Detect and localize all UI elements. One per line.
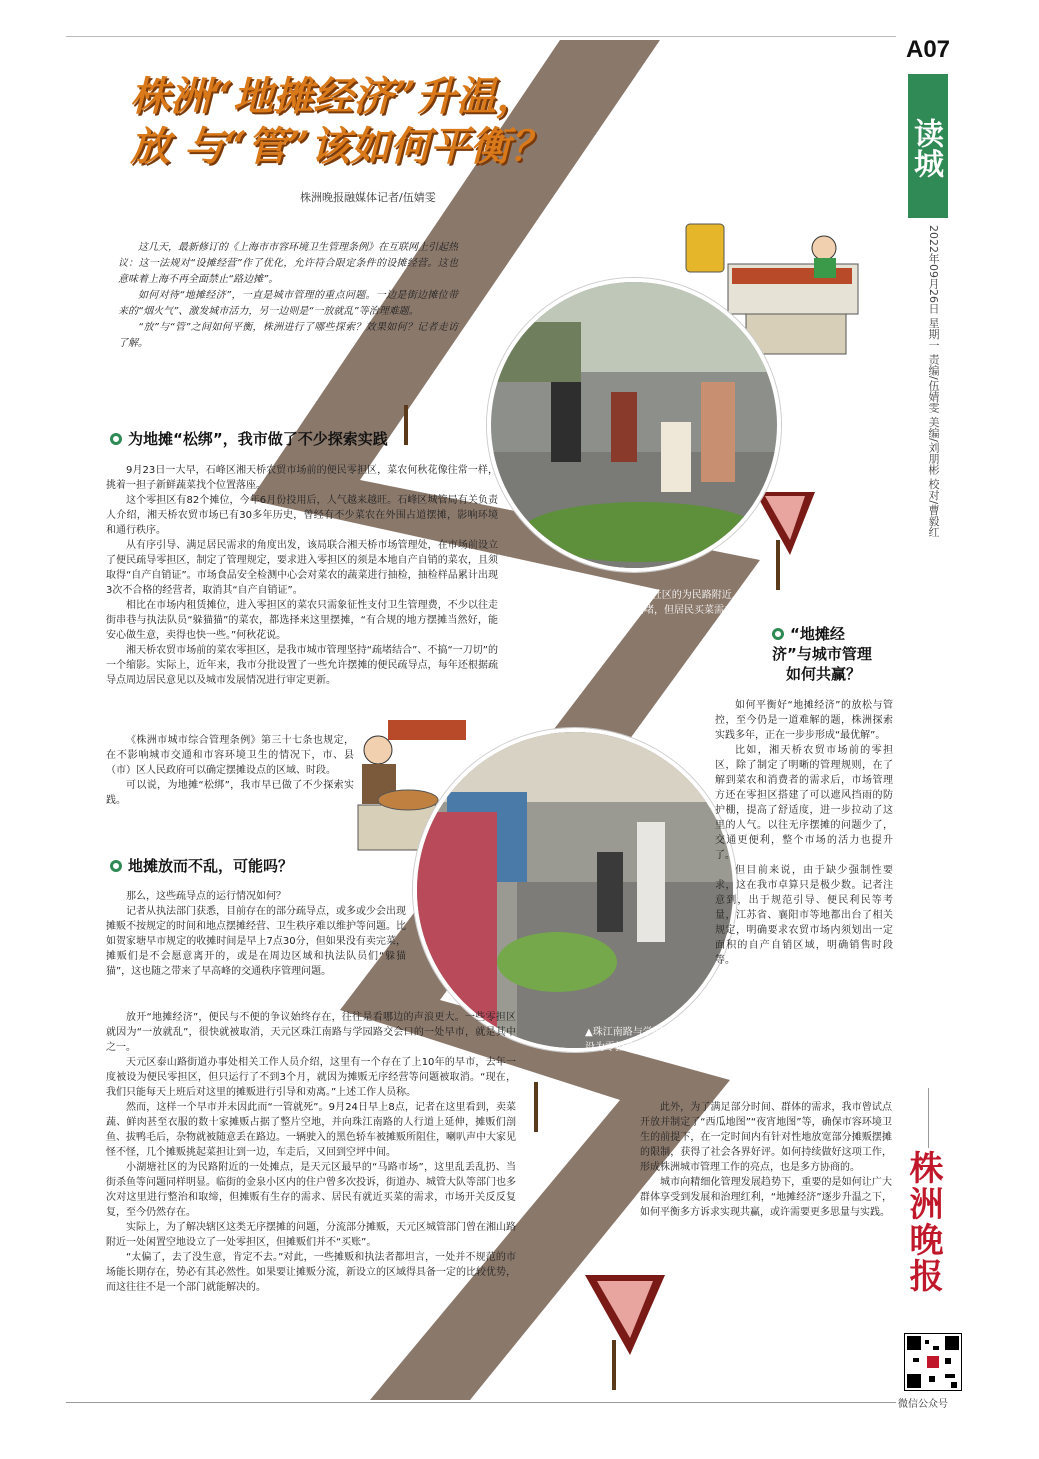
paragraph: 《株洲市城市综合管理条例》第三十七条也规定，在不影响城市交通和市容环境卫生的情况下，市、县（市）区人民政府可以确定摆摊设点的区域、时段。 — [106, 735, 354, 776]
section-1-heading — [110, 428, 388, 449]
bullet-icon — [772, 628, 784, 640]
paragraph: 放开“地摊经济”，便民与不便的争议始终存在，往往是看哪边的声浪更大。一些零担区就因为“一放就乱”，很快就被取消，天元区珠江南路与学园路交会口的一处早市，就是其中之一。 — [106, 1012, 516, 1053]
section-2-title: 地摊放而不乱，可能吗？ — [128, 857, 294, 875]
byline: 株洲晚报融媒体记者/伍婧雯 — [300, 191, 436, 204]
qr-code-icon[interactable] — [904, 1333, 962, 1391]
section-3-body-cont — [640, 1100, 892, 1220]
paragraph: 天元区泰山路街道办事处相关工作人员介绍，这里有一个存在了上10年的早市，去年一度被设为便民零担区，但只运行了不到3个月，就因为摊贩无序经营等问题被取消。“现在，我们只能每天上班后对这里的摊贩进行引导和劝离。”上述工作人员称。 — [106, 1057, 516, 1098]
section-3-heading — [772, 624, 902, 684]
headline-line-2: 放 与“管”该如何平衡？ — [130, 123, 550, 170]
section-2-heading — [110, 855, 293, 876]
photo-2-caption — [585, 1025, 765, 1070]
qr-label: 微信公众号 — [898, 1399, 948, 1410]
section-3-title: 如何共赢？ — [786, 665, 862, 683]
paragraph: 小湖塘社区的为民路附近的一处摊点，是天元区最早的“马路市场”，这里乱丢乱扔、当街杀鱼等问题同样明显。临街的金泉小区内的住户曾多次投诉，街道办、城管大队等部门也多次对这里进行整治和取缔，但摊贩有生存的需求、居民有就近买菜的需求，市场开关反反复复，至今仍然存在。 — [106, 1162, 516, 1218]
page-number: A07 — [906, 36, 951, 63]
photo-1-scene — [491, 282, 777, 568]
caption-credit: 伍婧雯/摄 — [721, 1057, 765, 1068]
paragraph: 可以说，为地摊“松绑”，我市早已做了不少探索实践。 — [106, 780, 354, 806]
paragraph: 此外，为了满足部分时间、群体的需求，我市曾试点开放并制定了“西瓜地图”“夜宵地图”等，确保市容环境卫生的前提下，在一定时间内有针对性地放宽部分摊贩摆摊的限制，获得了社会各界好评。如何持续做好这项工作，形成株洲城市管理工作的亮点，也是多方协商的。 — [640, 1102, 892, 1173]
caption-credit: 伍婧雯/摄 — [720, 635, 764, 646]
market-photo-1 — [487, 278, 781, 572]
intro-paragraph: “放”与“管”之间如何平衡，株洲进行了哪些探索？效果如何？记者走访了解。 — [118, 322, 458, 349]
paragraph: 这个零担区有82个摊位，今年6月份投用后，人气越来越旺。石峰区城管局有关负责人介绍，湘天桥农贸市场已有30多年历史，曾经有不少菜农在外围占道摆摊，影响环境和通行秩序。 — [106, 495, 498, 536]
intro — [118, 240, 458, 352]
paragraph: 如何平衡好“地摊经济”的放松与管控，至今仍是一道难解的题，株洲探索实践多年，正在一步步形成“最优解”。 — [715, 700, 893, 741]
paragraph: 那么，这些疏导点的运行情况如何？ — [126, 891, 286, 902]
newspaper-logo: 株洲晚报 — [903, 1150, 943, 1294]
intro-paragraph: 如何对待“地摊经济”，一直是城市管理的重点问题。一边是街边摊位带来的“烟火气”、激发城市活力，另一边则是“一放就乱”等治理难题。 — [118, 290, 458, 317]
market-photo-2 — [413, 728, 737, 1052]
top-rule — [66, 36, 896, 37]
paragraph: 从有序引导、满足居民需求的角度出发，该局联合湘天桥市场管理处，在市场前设立了便民疏导零担区，制定了管理规定，要求进入零担区的须是本地自产自销的菜农，且须取得“自产自销证”。市场食品安全检测中心会对菜农的蔬菜进行抽检，抽检样品累计出现3次不合格的经营者，取消其“自产自销证”。 — [106, 540, 498, 596]
section-tag: 读城 — [908, 74, 948, 218]
paragraph: 比如，湘天桥农贸市场前的零担区，除了制定了明晰的管理规则，在了解到菜农和消费者的需求后，市场管理方还在零担区搭建了可以遮风挡雨的防护棚，提高了舒适度，进一步拉动了这里的人气。以往无序摆摊的问题少了，交通更便利，整个市场的活力也提升了。 — [715, 745, 893, 861]
paragraph: 然而，这样一个早市并未因此而“一管就死”。9月24日早上8点，记者在这里看到，卖菜蔬、鲜肉甚至衣服的数十家摊贩占据了整片空地，并向珠江南路的人行道上延伸，摊贩们剖鱼、拔鸭毛后，杂物就被随意丢在路边。一辆驶入的黑色轿车被摊贩所阻住，喇叭声中大家见怪不怪，几个摊贩挑起菜担让到一边，车走后，又回到空坪中间。 — [106, 1102, 516, 1158]
caption-text: ▲小湖塘社区的为民路附近，早市虽然稍堵，但居民买菜需求同样旺盛。 — [614, 590, 764, 631]
paragraph: 湘天桥农贸市场前的菜农零担区，是我市城市管理坚持“疏堵结合”、不搞“一刀切”的一个缩影。实际上，近年来，我市分批设置了一些允许摆摊的便民疏导点，每年还根据疏导点周边居民意见以及城市发展情况进行审定更新。 — [106, 645, 498, 686]
bottom-rule — [66, 1402, 896, 1403]
section-1-body-cont — [106, 733, 354, 808]
section-3-title: 济”与城市管理 — [772, 645, 872, 663]
paragraph: 城市向精细化管理发展趋势下，重要的是如何让广大群体享受到发展和治理红利，“地摊经济”逐步升温之下，如何平衡多方诉求实现共赢，或许需要更多思量与实践。 — [640, 1177, 892, 1218]
photo-2-scene — [417, 732, 733, 1048]
paragraph: 相比在市场内租赁摊位，进入零担区的菜农只需象征性支付卫生管理费，不少以往走街串巷与执法队员“躲猫猫”的菜农，都选择来这里摆摊，“有合规的地方摆摊当然好，能安心做生意，卖得也快一些。”何秋花说。 — [106, 600, 498, 641]
section-2-body — [106, 889, 406, 979]
section-3-body — [715, 698, 893, 968]
bullet-icon — [110, 860, 122, 872]
paragraph: 记者从执法部门获悉，目前存在的部分疏导点，或多或少会出现摊贩不按规定的时间和地点摆摊经营、卫生秩序难以维护等问题。比如贺家塘早市规定的收摊时间是早上7点30分，但如果没有卖完菜，摊贩们是不会愿意离开的，或是在周边区域和执法队员们“躲猫猫”，这也随之带来了早高峰的交通秩序管理问题。 — [106, 906, 406, 977]
section-2-body-cont — [106, 1010, 516, 1295]
section-1-body — [106, 463, 498, 688]
paragraph: “太偏了，去了没生意，肯定不去。”对此，一些摊贩和执法者都坦言，一处并不规范的市场能长期存在，势必有其必然性。如果要让摊贩分流，新设立的区域得具备一定的比较优势，而这往往不是一个部门就能解决的。 — [106, 1252, 516, 1293]
paragraph: 实际上，为了解决辖区这类无序摆摊的问题，分流部分摊贩，天元区城管部门曾在湘山路附近一处闲置空地设立了一处零担区，但摊贩们并不“买账”。 — [106, 1222, 516, 1248]
section-1-title: 为地摊“松绑”，我市做了不少探索实践 — [128, 430, 388, 448]
divider — [928, 1088, 929, 1148]
dateline: 2022年09月26日 星期一 责编/伍婧雯 美编/刘朋彬 校对/曹毅红 — [927, 225, 940, 538]
section-3-title: “地摊经 — [790, 625, 845, 643]
paragraph: 9月23日一大早，石峰区湘天桥农贸市场前的便民零担区，菜农何秋花像往常一样，挑着一担子新鲜蔬菜找个位置落座。 — [106, 465, 498, 491]
caption-text: ▲珠江南路与学园路交会处的早市，曾被设为零担疏导区，不久后又被取消。 — [585, 1027, 763, 1053]
headline-line-1: 株洲“地摊经济”升温， — [130, 73, 537, 120]
headline — [130, 72, 650, 172]
paragraph: 但目前来说，由于缺少强制性要求，这在我市卓算只是极少数。记者注意到，出于规范引导、便民利民等考量，江苏省、襄阳市等地都出台了相关规定，明确要求农贸市场内须划出一定面积的自产自销区域，明确销售时段等。 — [715, 865, 893, 966]
photo-1-caption — [614, 588, 764, 648]
bullet-icon — [110, 433, 122, 445]
intro-paragraph: 这几天，最新修订的《上海市市容环境卫生管理条例》在互联网上引起热议：这一法规对“设摊经营”作了优化，允许符合限定条件的设摊经营。这也意味着上海不再全面禁止“路边摊”。 — [118, 242, 458, 285]
